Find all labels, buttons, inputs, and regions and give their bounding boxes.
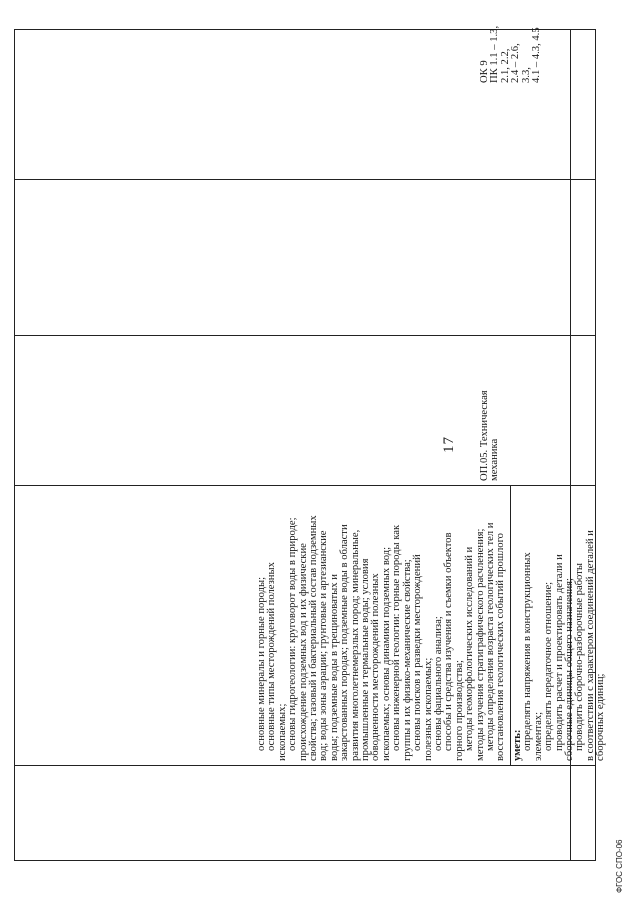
knowledge-line: основы поисков и разведки месторождений (412, 554, 424, 751)
discipline-line: механика (489, 438, 501, 481)
column-divider (15, 335, 595, 336)
requirements-table (14, 25, 607, 861)
discipline-cell (480, 390, 501, 481)
skills-line: проводить расчет и проектировать детали и (553, 554, 565, 751)
knowledge-line: методы определения возраста геологических тел и (484, 522, 496, 751)
knowledge-line: основы фациального анализа; (432, 616, 444, 751)
competence-line: 4.1 – 4.3, 4.5 (531, 27, 543, 83)
knowledge-line: основные типы месторождений полезных (266, 562, 278, 751)
competence-line: 3.3, (520, 67, 532, 83)
knowledge-line: ископаемых; основы динамики подземных вод; (380, 546, 392, 761)
skills-line: сборочных единиц; (595, 673, 607, 761)
competence-line: 2.4 – 2.6, (510, 43, 522, 83)
skills-cell (513, 489, 607, 761)
skills-line: проводить сборочно-разборочные работы (574, 563, 586, 751)
footer-code: ФГОС СПО-06 (615, 839, 624, 893)
knowledge-line: методы геоморфологических исследований и (464, 546, 476, 751)
knowledge-line: ископаемых; (276, 703, 288, 761)
competence-line: 2.1, 2.2, (499, 48, 511, 83)
skills-line: определять напряжения в конструкционных (522, 552, 534, 751)
knowledge-line: восстановления геологических событий прошлого (495, 533, 507, 761)
competence-line: ОК 9 (479, 60, 490, 83)
knowledge-line: группы и их физико-механические свойства; (401, 559, 413, 761)
knowledge-line: промышленные и термальные воды; условия (360, 558, 372, 761)
column-divider (15, 765, 595, 766)
column-divider (15, 485, 595, 486)
knowledge-line: полезных ископаемых; (422, 657, 434, 761)
skills-line: в соответствии с характером соединений деталей и (584, 530, 596, 761)
skills-line: уметь: (512, 729, 523, 761)
knowledge-line: способы и средства изучения и съемки объектов (443, 532, 455, 751)
knowledge-line: свойства; газовый и бактериальный состав подземных (308, 515, 320, 761)
competence-line: ПК 1.1 – 1.3, (489, 25, 501, 83)
skills-line: определять передаточное отношение; (543, 581, 555, 751)
discipline-line: ОП.05. Техническая (479, 390, 490, 481)
knowledge-line: методы изучения стратиграфического расчленения; (474, 528, 486, 761)
row-divider (510, 486, 511, 766)
knowledge-cell (257, 489, 507, 761)
knowledge-line: основы гидрогеологии: круговорот воды в природе; (287, 517, 299, 751)
knowledge-line: воды; подземные воды в трещиноватых и (328, 574, 340, 761)
skills-line: сборочные единицы общего назначения; (564, 578, 576, 761)
column-divider (15, 179, 595, 180)
knowledge-line: горного производства; (453, 660, 465, 761)
knowledge-line: вод; воды зоны аэрации; грунтовые и артезианские (318, 530, 330, 761)
knowledge-line: обводненности месторождений полезных (370, 573, 382, 761)
knowledge-line: развития многолетнемерзлых пород; минеральные, (349, 529, 361, 761)
skills-line: элементах; (532, 711, 544, 761)
knowledge-line: основные минералы и горные породы; (256, 576, 267, 751)
competence-cell (480, 26, 542, 83)
knowledge-line: происхождение подземных вод и их физические (297, 543, 309, 761)
knowledge-line: закарстованных породах; подземные воды в области (339, 524, 351, 761)
page-number: 17 (441, 436, 457, 453)
knowledge-line: основы инженерной геологии: горные породы как (391, 524, 403, 751)
